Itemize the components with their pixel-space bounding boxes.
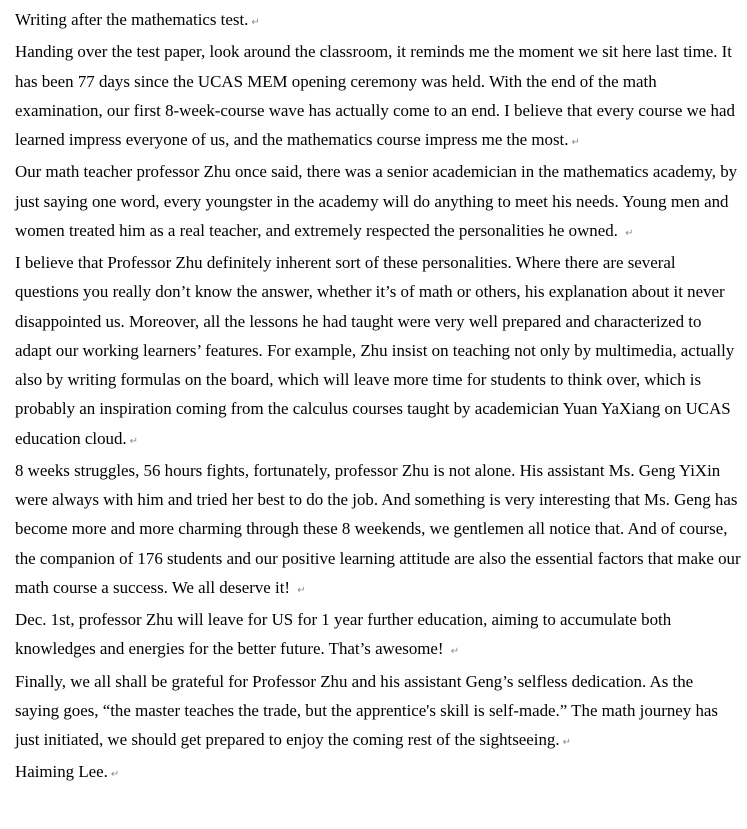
document-title — [15, 5, 741, 37]
paragraph-mark-icon: ↵ — [571, 137, 580, 148]
signature — [15, 757, 741, 789]
paragraph-text: 8 weeks struggles, 56 hours fights, fortunately, professor Zhu is not alone. His assistant Ms. Geng YiXin were always with him and tried her best to do the job. And something is very interesting that Ms. Geng has become more and more charming through these 8 weekends, we gentlemen all notice that. And of course, the companion of 176 students and our positive learning attitude are also the essential factors that make our math course a success. We all deserve it! — [15, 460, 741, 597]
paragraph-text: I believe that Professor Zhu definitely inherent sort of these personalities. Where there are several questions you really don’t know the answer, whether it’s of math or others, his explanation about it never disappointed us. Moreover, all the lessons he had taught were very well prepared and characterized to adapt our working learners’ features. For example, Zhu insist on teaching not only by multimedia, actually also by writing formulas on the board, which will leave more time for students to think over, which is probably an inspiration coming from the calculus courses taught by academician Yuan YaXiang on UCAS education cloud. — [15, 253, 735, 448]
paragraph-text: Haiming Lee. — [15, 762, 108, 782]
paragraph-personalities — [15, 248, 741, 456]
paragraph-professor-quote — [15, 157, 741, 248]
paragraph-assistant — [15, 456, 741, 605]
paragraph-text: Finally, we all shall be grateful for Professor Zhu and his assistant Geng’s selfless dedication. As the saying goes, “the master teaches the trade, but the apprentice's skill is self-made.” The math journey has just initiated, we should get prepared to enjoy the coming rest of the sightseeing. — [15, 671, 718, 749]
paragraph-intro — [15, 37, 741, 157]
paragraph-mark-icon: ↵ — [450, 646, 460, 658]
paragraph-mark-icon: ↵ — [129, 435, 139, 447]
paragraph-text: Writing after the mathematics test. — [15, 10, 249, 29]
paragraph-mark-icon: ↵ — [562, 737, 571, 748]
paragraph-mark-icon: ↵ — [625, 227, 634, 239]
paragraph-text: Handing over the test paper, look around the classroom, it reminds me the moment we sit here last time. It has been 77 days since the UCAS MEM opening ceremony was held. With the end of the math examination, our first 8-week-course wave has actually come to an end. I believe that every course we had learned impress everyone of us, and the mathematics course impress me the most. — [15, 42, 735, 149]
paragraph-gratitude — [15, 667, 741, 758]
paragraph-departure — [15, 605, 741, 667]
paragraph-text: Our math teacher professor Zhu once said, there was a senior academician in the mathematics academy, by just saying one word, every youngster in the academy will do anything to meet his needs. Young men and women treated him as a real teacher, and extremely respected the personalities he owned. — [15, 162, 738, 240]
paragraph-mark-icon: ↵ — [297, 584, 306, 596]
paragraph-mark-icon: ↵ — [110, 769, 120, 781]
paragraph-mark-icon: ↵ — [251, 17, 260, 28]
paragraph-text: Dec. 1st, professor Zhu will leave for US for 1 year further education, aiming to accumulate both knowledges and energies for the better future. That’s awesome! — [15, 610, 672, 659]
